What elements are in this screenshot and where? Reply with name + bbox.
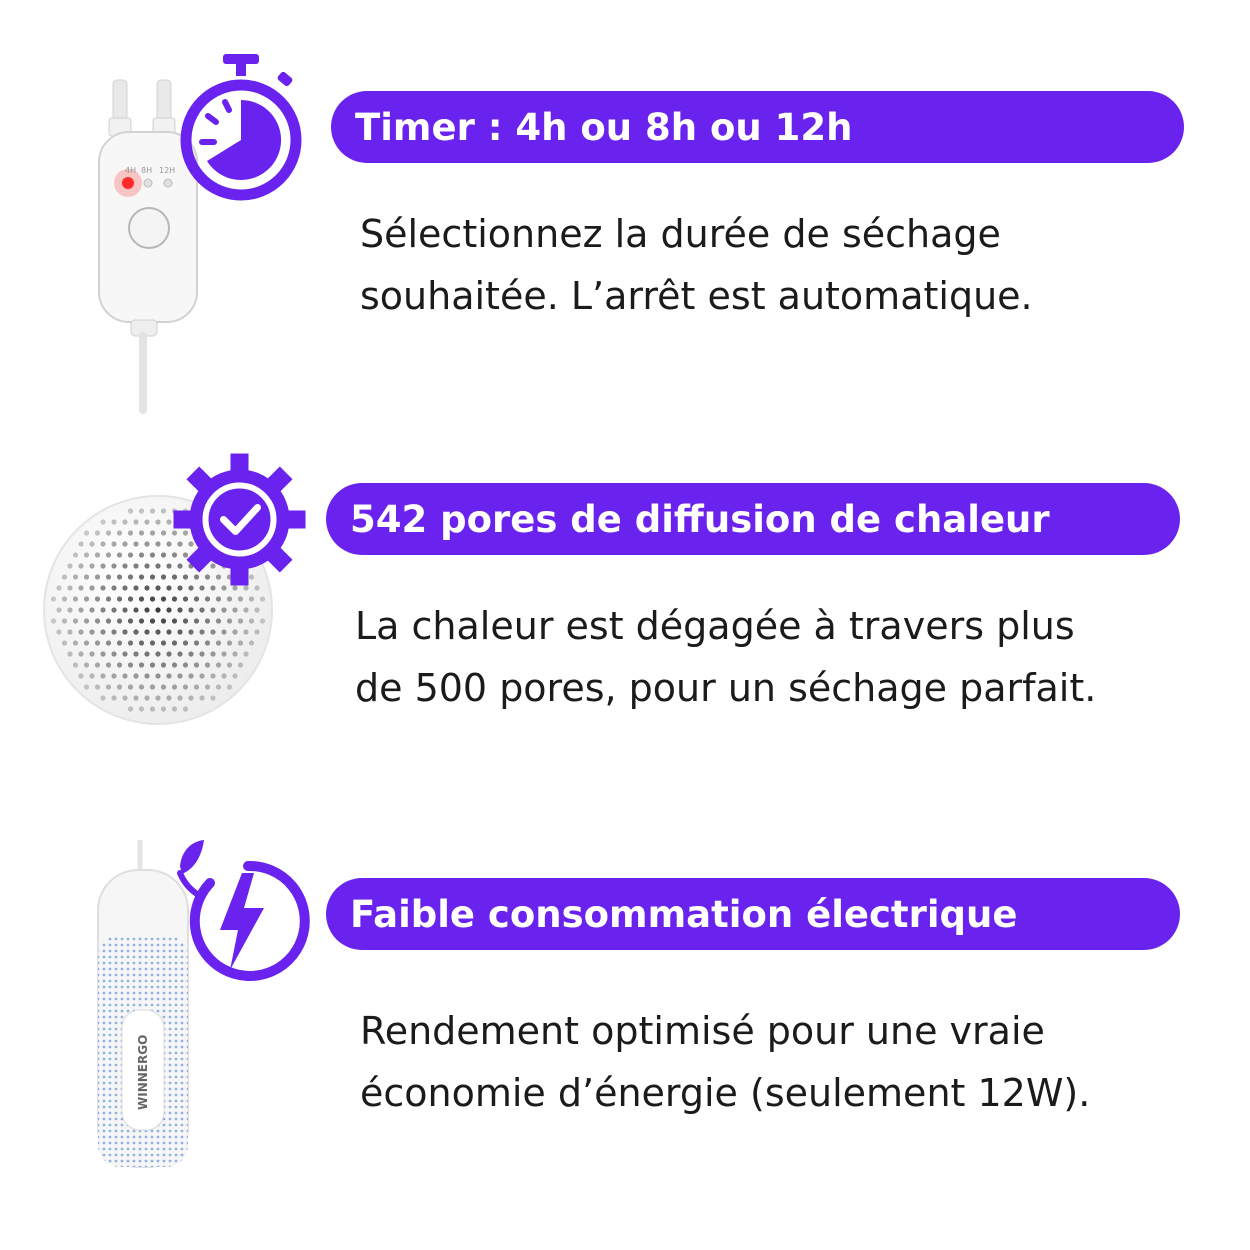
leaf-lightning-icon: [170, 838, 305, 983]
led-label-8h: 8H: [141, 166, 153, 175]
feature-energy: [0, 820, 1250, 1250]
description-line: Sélectionnez la durée de séchage: [360, 212, 1001, 256]
brand-label: WINNERGO: [136, 1034, 150, 1110]
feature-description-energy: [360, 1000, 1090, 1124]
feature-description-timer: [360, 203, 1033, 327]
led-label-12h: 12H: [159, 166, 176, 175]
description-line: La chaleur est dégagée à travers plus: [355, 604, 1075, 648]
feature-description-pores: [355, 595, 1096, 719]
feature-title-energy: Faible consommation électrique: [326, 878, 1180, 950]
gear-check-icon: [172, 452, 307, 587]
led-label-4h: 4H: [125, 166, 137, 175]
description-line: de 500 pores, pour un séchage parfait.: [355, 666, 1097, 710]
feature-timer: [0, 0, 1250, 420]
feature-title-timer: Timer : 4h ou 8h ou 12h: [331, 91, 1184, 163]
feature-title-pores: 542 pores de diffusion de chaleur: [326, 483, 1180, 555]
description-line: souhaitée. L’arrêt est automatique.: [360, 274, 1033, 318]
description-line: économie d’énergie (seulement 12W).: [360, 1071, 1091, 1115]
description-line: Rendement optimisé pour une vraie: [360, 1009, 1045, 1053]
stopwatch-icon: [178, 52, 308, 202]
feature-pores: [0, 420, 1250, 820]
